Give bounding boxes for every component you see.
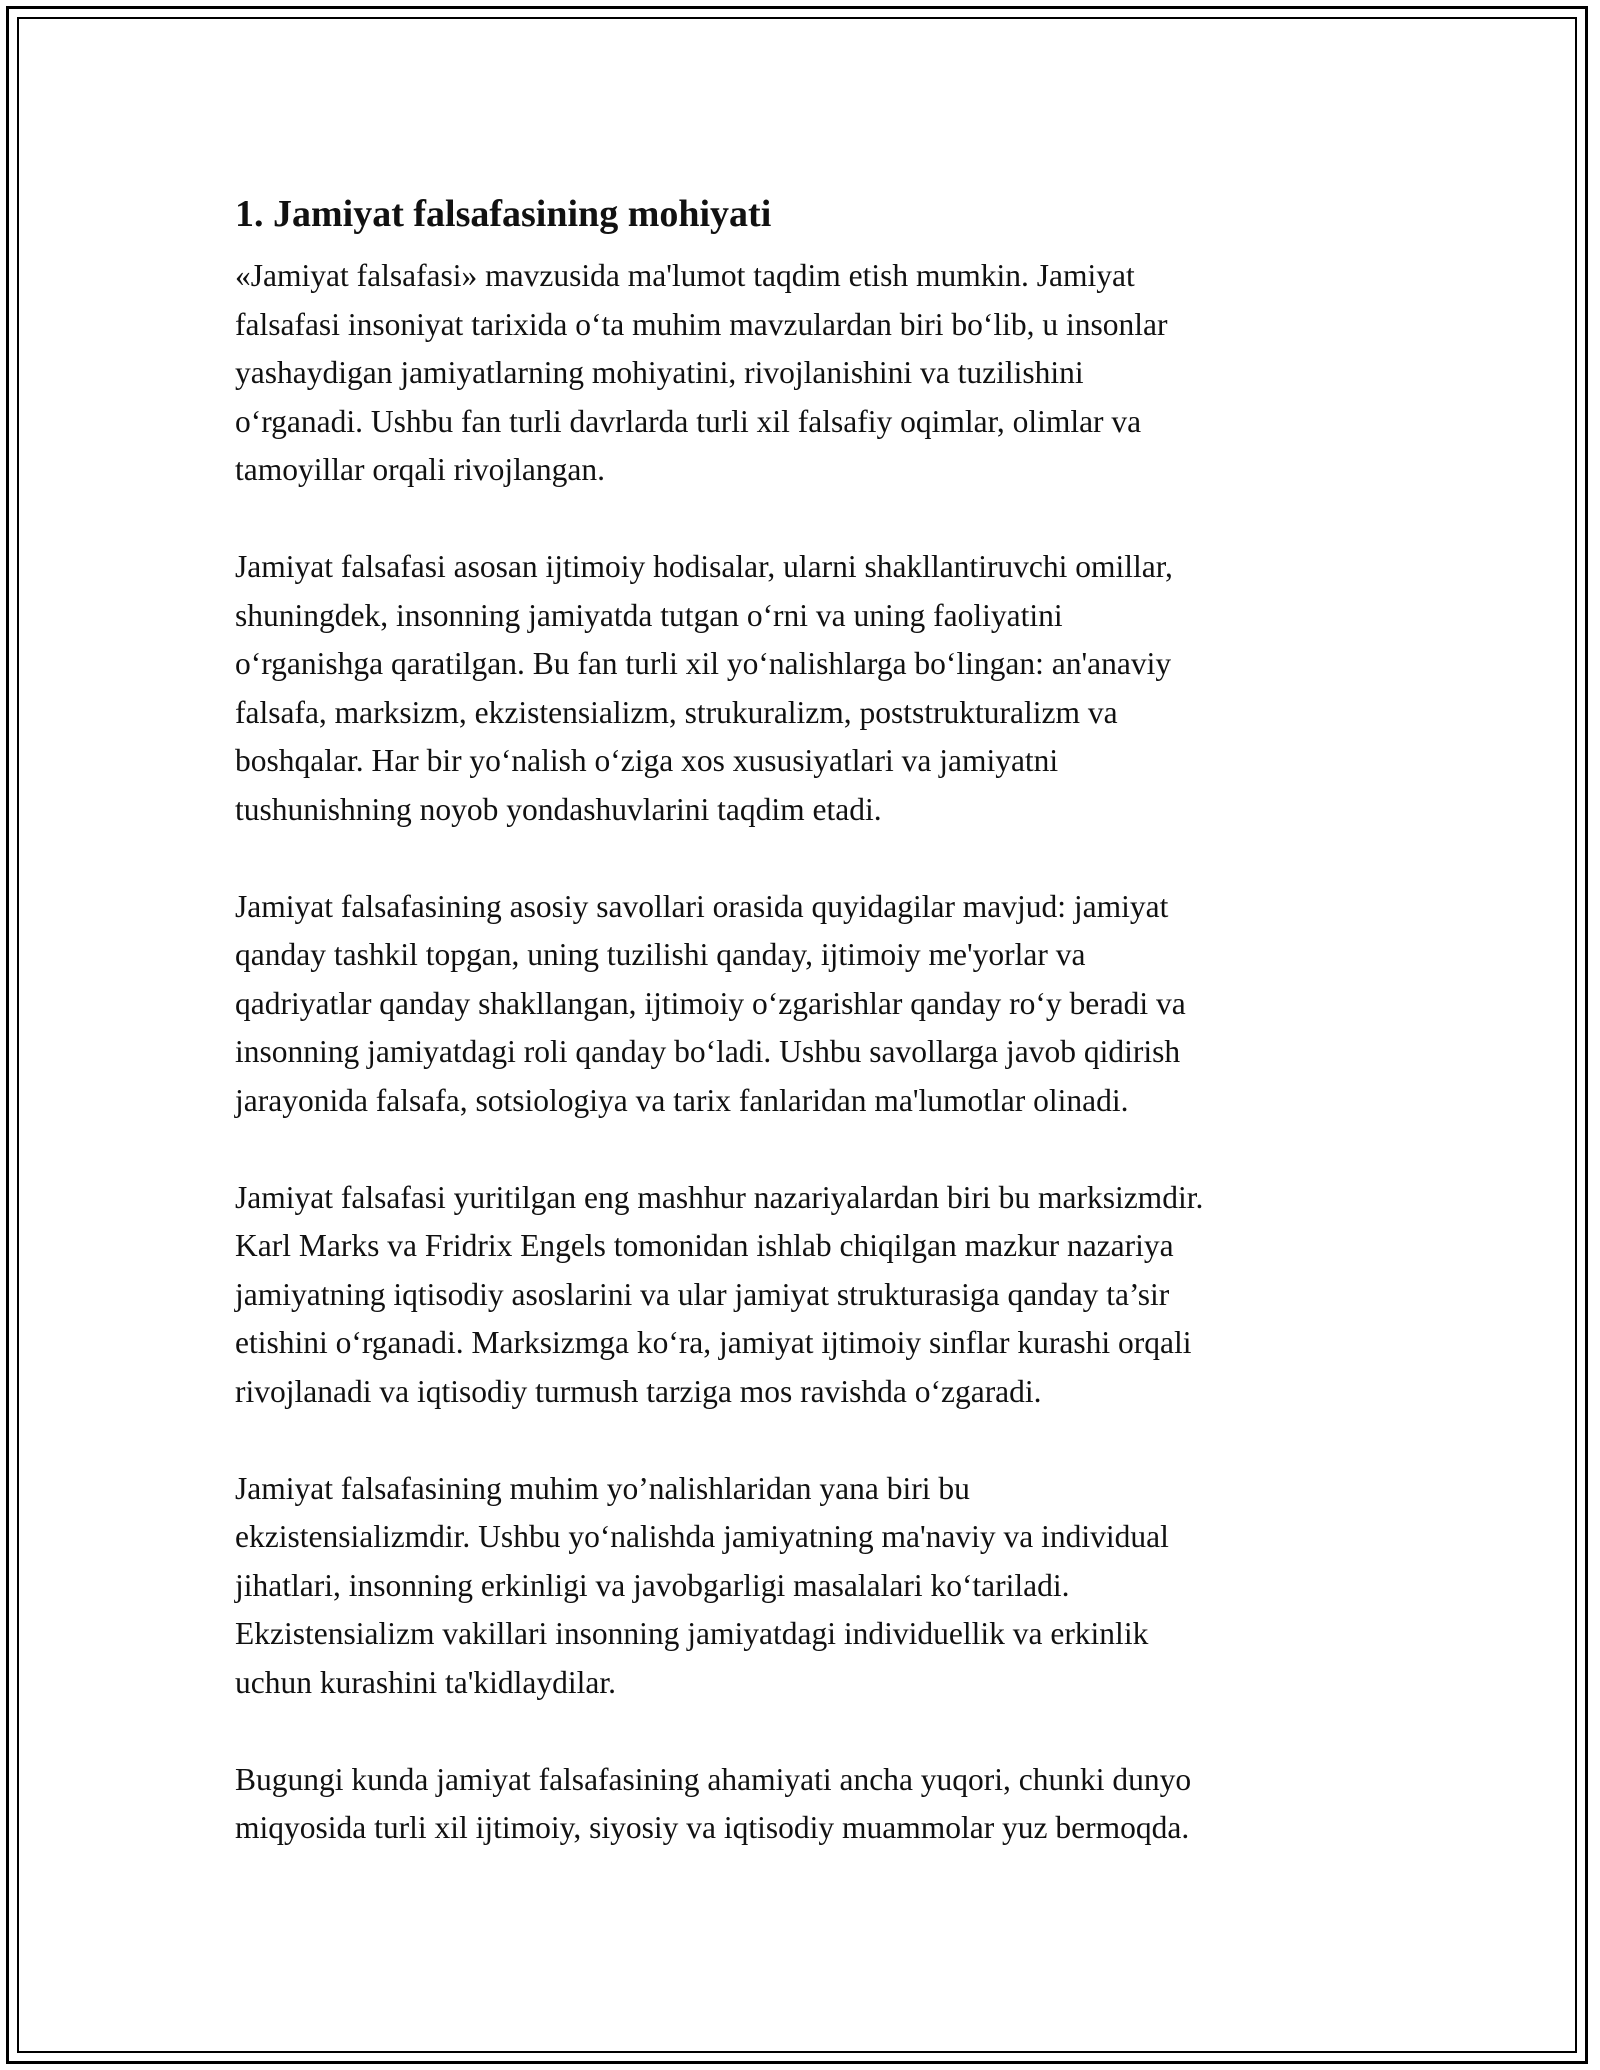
paragraph-2: Jamiyat falsafasi asosan ijtimoiy hodisalar, ularni shakllantiruvchi omillar, shuningdek, insonning jamiyatda tutgan oʻrni va uning faoliyatini oʻrganishga qaratilgan. Bu fan turli xil yoʻnalishlarga boʻlingan: an'anaviy falsafa, marksizm, ekzistensializm, strukuralizm, poststrukturalizm va boshqalar. Har bir yoʻnalish oʻziga xos xususiyatlari va jamiyatni tushunishning noyob yondashuvlarini taqdim etadi. xyxy=(235,549,1173,827)
paragraph-6: Bugungi kunda jamiyat falsafasining ahamiyati ancha yuqori, chunki dunyo miqyosida turli xil ijtimoiy, siyosiy va iqtisodiy muammolar yuz bermoqda. xyxy=(235,1761,1192,1845)
paragraph-4: Jamiyat falsafasi yuritilgan eng mashhur nazariyalardan biri bu marksizmdir. Karl Marks va Fridrix Engels tomonidan ishlab chiqilgan mazkur nazariya jamiyatning iqtisodiy asoslarini va ular jamiyat strukturasiga qanday ta’sir etishini oʻrganadi. Marksizmga koʻra, jamiyat ijtimoiy sinflar kurashi orqali rivojlanadi va iqtisodiy turmush tarziga mos ravishda oʻzgaradi. xyxy=(235,1179,1204,1409)
paragraph-3: Jamiyat falsafasining asosiy savollari orasida quyidagilar mavjud: jamiyat qanday tashkil topgan, uning tuzilishi qanday, ijtimoiy me'yorlar va qadriyatlar qanday shakllangan, ijtimoiy oʻzgarishlar qanday roʻy beradi va insonning jamiyatdagi roli qanday boʻladi. Ushbu savollarga javob qidirish jarayonida falsafa, sotsiologiya va tarix fanlaridan ma'lumotlar olinadi. xyxy=(235,888,1186,1118)
document-body xyxy=(235,188,1375,1901)
paragraph-5: Jamiyat falsafasining muhim yo’nalishlaridan yana biri bu ekzistensializmdir. Ushbu yoʻnalishda jamiyatning ma'naviy va individual jihatlari, insonning erkinligi va javobgarligi masalalari koʻtariladi. Ekzistensializm vakillari insonning jamiyatdagi individuellik va erkinlik uchun kurashini ta'kidlaydilar. xyxy=(235,1470,1169,1700)
paragraph-1: «Jamiyat falsafasi» mavzusida ma'lumot taqdim etish mumkin. Jamiyat falsafasi insoniyat tarixida oʻta muhim mavzulardan biri boʻlib, u insonlar yashaydigan jamiyatlarning mohiyatini, rivojlanishini va tuzilishini oʻrganadi. Ushbu fan turli davrlarda turli xil falsafiy oqimlar, olimlar va tamoyillar orqali rivojlangan. xyxy=(235,258,1168,487)
section-heading: 1. Jamiyat falsafasining mohiyati xyxy=(235,193,772,235)
